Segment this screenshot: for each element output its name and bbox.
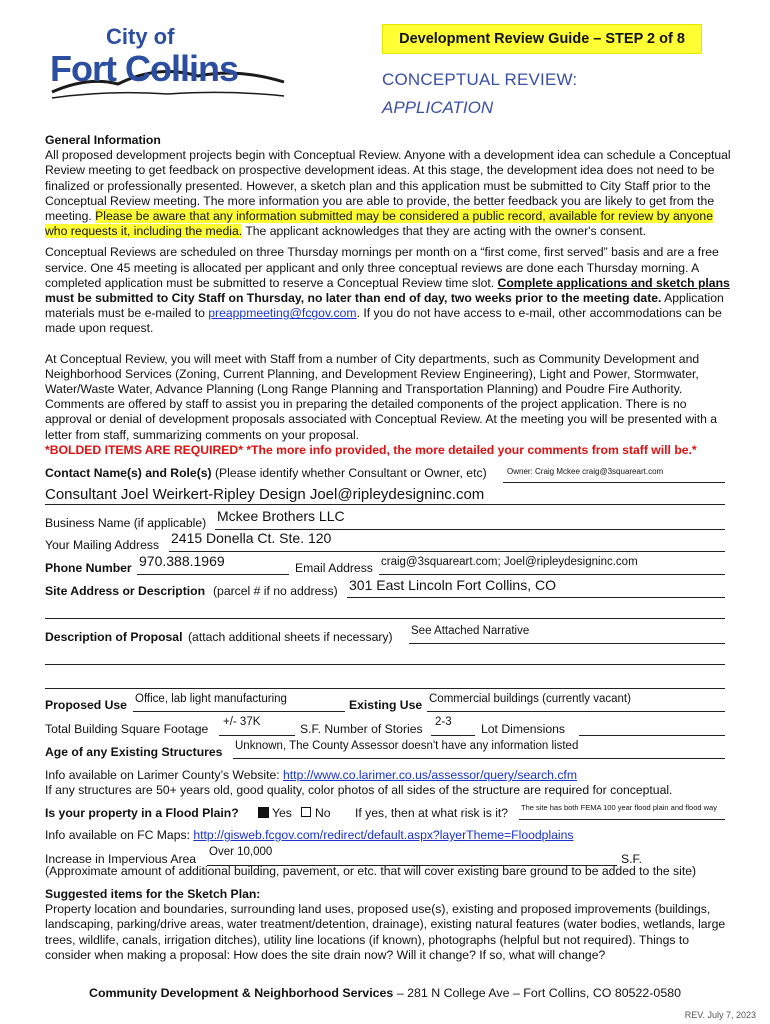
description-field[interactable]: See Attached Narrative [411, 625, 530, 637]
age-field[interactable]: Unknown, The County Assessor doesn't have any information listed [235, 740, 579, 752]
p2-deadline: must be submitted to City Staff on Thursday, no later than end of day, two weeks prior to the meeting date. [45, 291, 662, 306]
p2-email-text: Application materials must be e-mailed to [45, 291, 724, 321]
flood-no-checkbox[interactable] [301, 807, 311, 817]
flood-row [45, 802, 725, 822]
logo-line1: City of [106, 24, 175, 49]
site-extra-line[interactable] [45, 602, 725, 622]
larimer-info [45, 768, 735, 798]
sqft-label: Total Building Square Footage [45, 722, 209, 736]
description-line-3[interactable] [45, 672, 725, 692]
page-title: CONCEPTUAL REVIEW: [382, 70, 578, 89]
business-row [45, 508, 725, 532]
general-paragraph-3: At Conceptual Review, you will meet with Staff from a number of City departments, such as Community Development and Neighborhood Services (Zoning, Current Planning, and Development Review Engineering), Light and Power, Stormwater, Water/Waste Water, Advance Planning (Long Range Planning and Transportation Planning) and Poudre Fire Authority. Comments are offered by staff to assist you in preparing the detailed components of the project application. There is no approval or denial of development proposals associated with Conceptual Review. At the meeting you will be presented with a letter from staff, summarizing comments on your proposal. [45, 351, 718, 442]
logo-line2: Fort Collins [50, 48, 238, 89]
contact-field[interactable]: Consultant Joel Weirkert-Ripley Design Joel@ripleydesigninc.com [45, 486, 485, 503]
age-label: Age of any Existing Structures [45, 745, 223, 759]
business-field[interactable]: Mckee Brothers LLC [217, 508, 345, 524]
impervious-field[interactable]: Over 10,000 [209, 846, 273, 858]
impervious-note: (Approximate amount of additional building, pavement, or etc. that will cover existing bare ground to be added to the site) [45, 864, 697, 878]
required-note: *BOLDED ITEMS ARE REQUIRED* *The more info provided, the more detailed your comments from staff will be.* [45, 442, 697, 457]
age-row [45, 741, 725, 761]
fcmaps-text: Info available on FC Maps: [45, 828, 194, 842]
email-field[interactable]: craig@3squareart.com; Joel@ripleydesigninc.com [381, 556, 638, 568]
contact-value-row [45, 486, 725, 506]
footer [0, 986, 770, 1000]
site-hint: (parcel # if no address) [213, 584, 338, 598]
contact-hint: (Please identify whether Consultant or Owner, etc) [211, 466, 487, 480]
larimer-note: If any structures are 50+ years old, good quality, color photos of all sides of the structure are required for conceptual. [45, 783, 673, 798]
step-label: Development Review Guide – STEP 2 of 8 [382, 24, 702, 54]
p1-text: All proposed development projects begin with Conceptual Review. Anyone with a development idea can schedule a Conceptual Review meeting to get feedback on prospective development ideas. At this stage, the development idea does not need to be finalized or professionally presented. However, a sketch plan and this application must be submitted to City Staff prior to the Conceptual Review meeting. The more information you are able to provide, the better feedback you are likely to get from the meeting. [45, 148, 731, 224]
site-row [45, 577, 725, 600]
public-record-notice: Please be aware that any information submitted may be considered a public record, available for review by anyone who requests it, including the media. [45, 209, 713, 239]
fcmaps-link[interactable]: http://gisweb.fcgov.com/redirect/default.aspx?layerTheme=Floodplains [193, 828, 574, 842]
larimer-text: Info available on Larimer County’s Website: [45, 768, 284, 782]
description-label: Description of Proposal [45, 630, 183, 644]
mailing-field[interactable]: 2415 Donella Ct. Ste. 120 [171, 530, 332, 546]
use-row [45, 694, 725, 714]
page-subtitle: APPLICATION [382, 98, 494, 117]
sqft-row [45, 718, 725, 738]
flood-risk-field[interactable]: The site has both FEMA 100 year flood plain and flood way [521, 803, 717, 812]
lot-dimensions-label: Lot Dimensions [481, 722, 565, 736]
site-label: Site Address or Description [45, 584, 206, 598]
sketch-text: Property location and boundaries, surrounding land uses, proposed use(s), existing and proposed improvements (buildings, landscaping, parking/drive areas, water treatment/detention, drainage), existing natural features (water bodies, wetlands, large trees, wildlife, canals, irrigation ditches), utility line locations (if known), photographs (helpful but not required). Things to consider when making a proposal: How does the site drain now? Will it change? If so, what will change? [45, 902, 726, 962]
p2-text: Conceptual Reviews are scheduled on three Thursday mornings per month on a “first come, first served” basis and are a free service. One 45 meeting is allocated per applicant and only three conceptual reviews are done each Thursday morning. A completed application must be submitted to reserve a Conceptual Review time slot. [45, 245, 719, 290]
proposed-use-field[interactable]: Office, lab light manufacturing [135, 693, 287, 705]
flood-label: Is your property in a Flood Plain? [45, 806, 239, 820]
p1-consent: The applicant acknowledges that they are acting with the owner's consent. [242, 224, 647, 239]
existing-use-label: Existing Use [349, 698, 423, 712]
sketch-heading: Suggested items for the Sketch Plan: [45, 887, 261, 901]
larimer-link[interactable]: http://www.co.larimer.co.us/assessor/query/search.cfm [283, 768, 577, 782]
email-label: Email Address [295, 561, 373, 575]
general-information [45, 133, 735, 458]
general-heading: General Information [45, 133, 161, 147]
stories-label: S.F. Number of Stories [300, 722, 423, 736]
flood-risk-label: If yes, then at what risk is it? [355, 806, 509, 820]
flood-no-label: No [315, 806, 331, 820]
sqft-field[interactable]: +/- 37K [223, 716, 261, 728]
existing-use-field[interactable]: Commercial buildings (currently vacant) [429, 693, 631, 705]
city-logo [48, 24, 308, 124]
proposed-use-label: Proposed Use [45, 698, 127, 712]
flood-yes-label: Yes [272, 806, 292, 820]
general-paragraph-1 [45, 148, 735, 239]
contact-row [45, 466, 725, 486]
impervious-label: Increase in Impervious Area [45, 852, 197, 866]
fcmaps-info [45, 828, 735, 843]
revision-date: REV. July 7, 2023 [684, 1010, 756, 1020]
preapp-email-link[interactable]: preappmeeting@fcgov.com [208, 306, 357, 321]
stories-field[interactable]: 2-3 [435, 716, 452, 728]
mailing-label: Your Mailing Address [45, 538, 160, 552]
p2-accommodations: . If you do not have access to e-mail, other accommodations can be made upon request. [45, 306, 722, 336]
p2-complete: Complete applications and sketch plans [497, 275, 730, 290]
phone-email-row [45, 553, 725, 577]
footer-dept: Community Development & Neighborhood Services [89, 986, 394, 1000]
flood-yes-checkbox[interactable] [258, 807, 269, 818]
description-line-2[interactable] [45, 648, 725, 668]
impervious-unit: S.F. [621, 852, 642, 866]
footer-address: – 281 N College Ave – Fort Collins, CO 80522-0580 [393, 986, 681, 1000]
sketch-plan-section [45, 887, 735, 963]
phone-label: Phone Number [45, 561, 132, 575]
description-row [45, 626, 725, 646]
business-label: Business Name (if applicable) [45, 516, 207, 530]
contact-owner-value[interactable]: Owner: Craig Mckee craig@3squareart.com [507, 467, 664, 476]
site-field[interactable]: 301 East Lincoln Fort Collins, CO [349, 577, 556, 593]
phone-field[interactable]: 970.388.1969 [139, 553, 225, 569]
general-paragraph-2 [45, 245, 735, 336]
description-hint: (attach additional sheets if necessary) [188, 630, 393, 644]
mailing-row [45, 530, 725, 554]
contact-label: Contact Name(s) and Role(s) [45, 466, 212, 480]
